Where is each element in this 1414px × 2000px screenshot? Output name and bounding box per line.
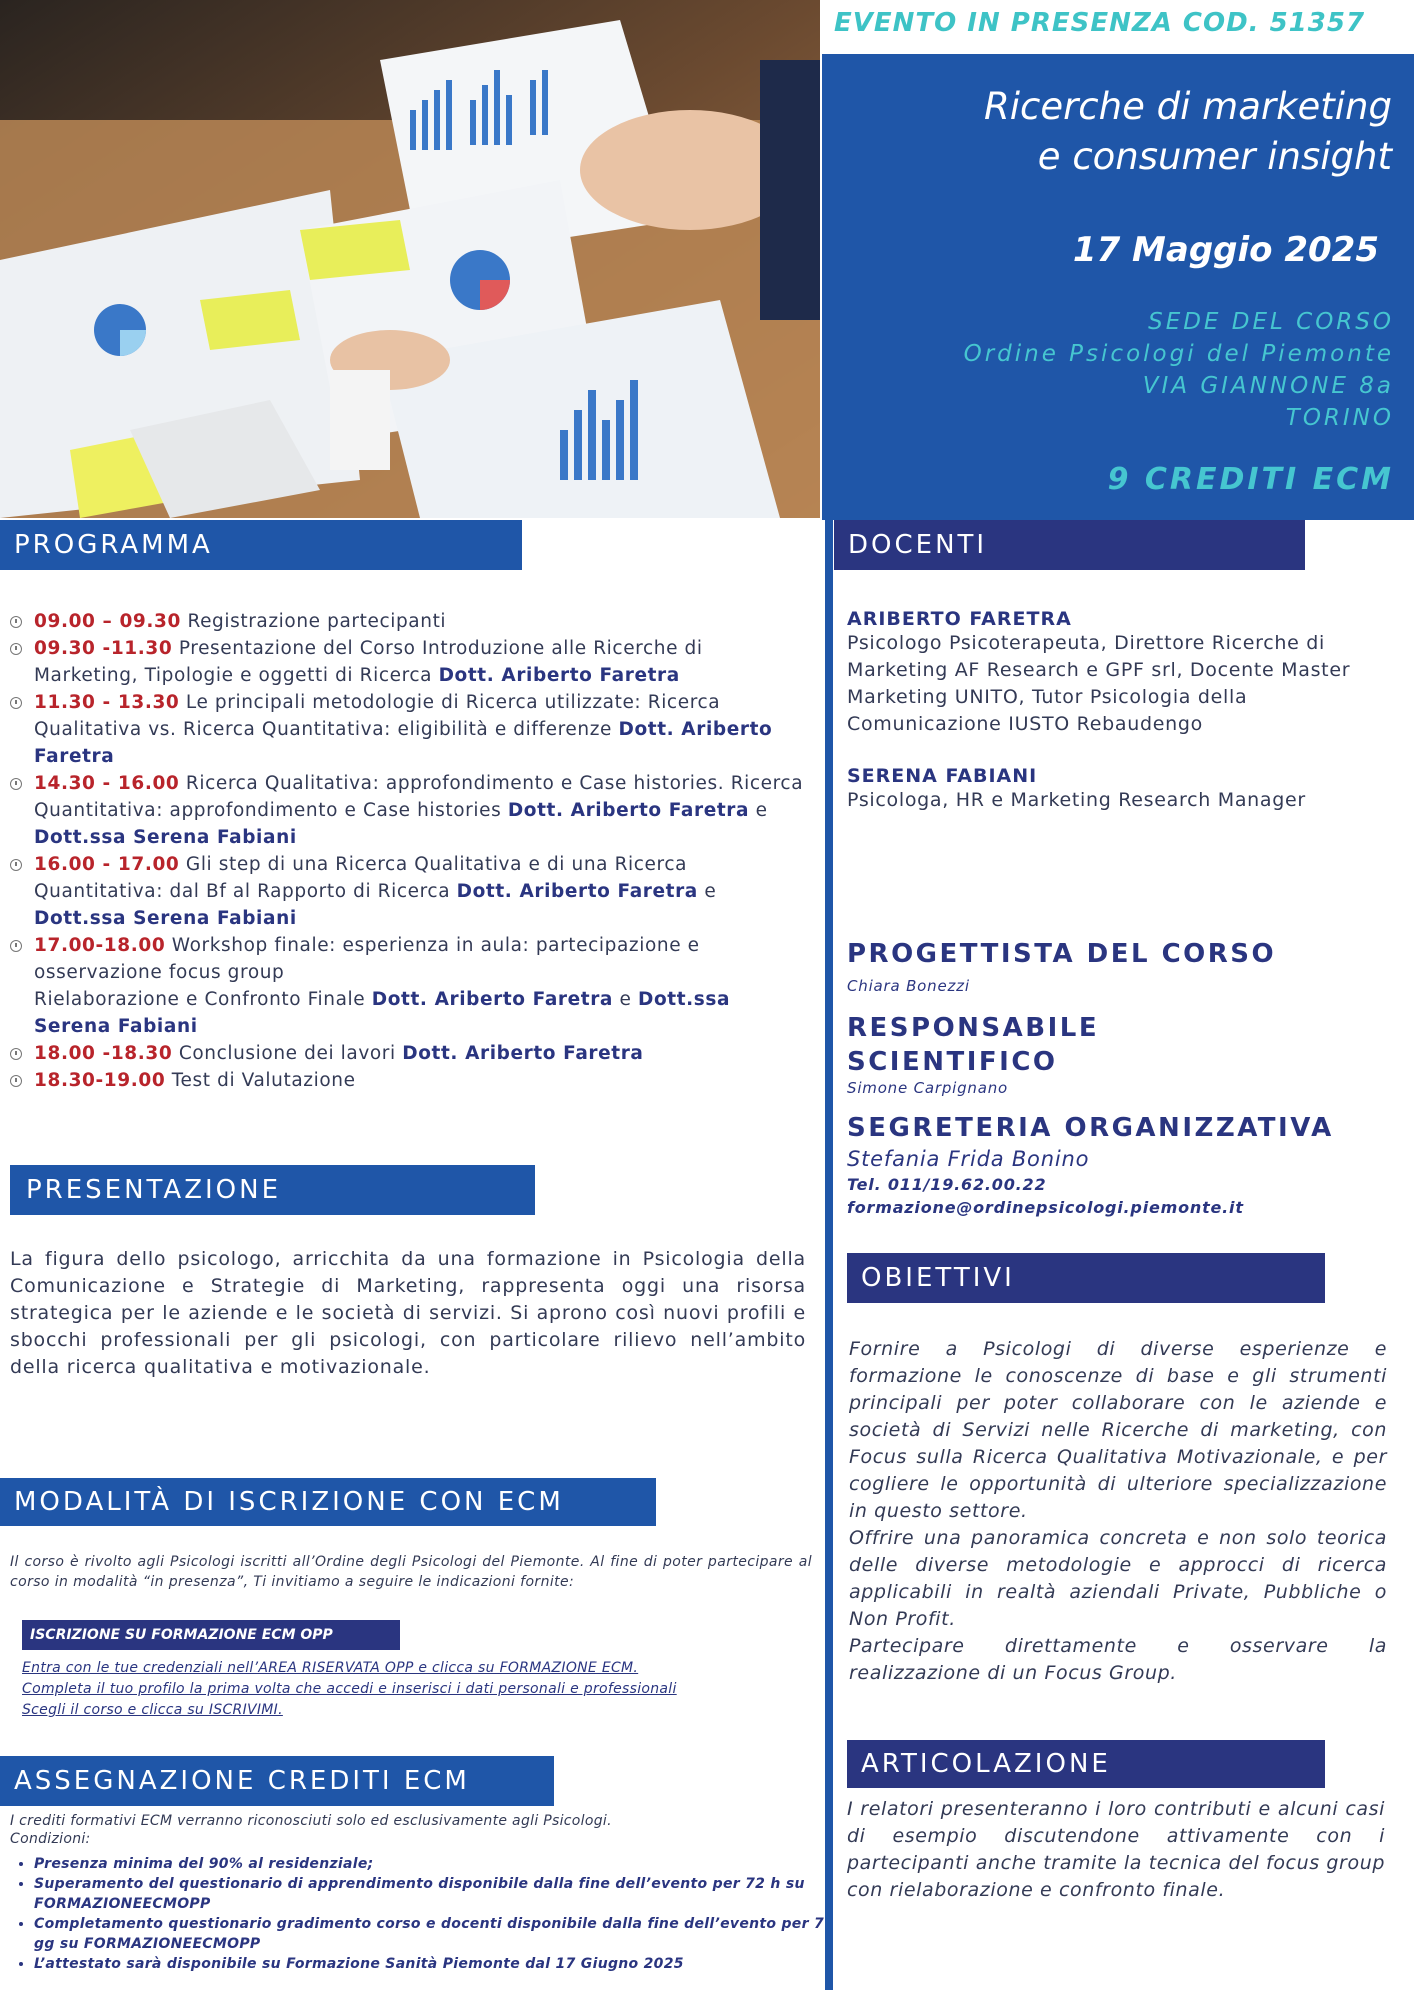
- slot-text: Registrazione partecipanti: [180, 611, 447, 632]
- slot-speaker: Dott.ssa Serena Fabiani: [34, 989, 731, 1037]
- obiettivi-heading: OBIETTIVI: [847, 1253, 1325, 1303]
- modalita-heading: MODALITÀ DI ISCRIZIONE CON ECM: [0, 1478, 656, 1526]
- assegnazione-intro: [10, 1812, 810, 1848]
- programme-item: [10, 1067, 810, 1094]
- docenti-heading: DOCENTI: [834, 520, 1305, 570]
- progettista-name: Chiara Bonezzi: [847, 977, 970, 995]
- clock-icon: [10, 1048, 22, 1060]
- column-divider: [825, 520, 833, 1990]
- conditions-label: Condizioni:: [10, 1831, 91, 1847]
- progettista-label: PROGETTISTA DEL CORSO: [847, 939, 1277, 969]
- iscrizione-step-link[interactable]: Completa il tuo profilo la prima volta che accedi e inserisci i dati personali e professionali: [22, 1681, 677, 1697]
- slot-time: 18.00 -18.30: [34, 1043, 173, 1064]
- slot-text: Gli step di una Ricerca Qualitativa e di una Ricerca Quantitativa: dal Bf al Rapporto di Ricerca: [34, 854, 688, 902]
- slot-speaker: Dott. Ariberto Faretra: [456, 881, 698, 902]
- slot-speaker: Dott.ssa Serena Fabiani: [34, 827, 297, 848]
- docente-name: SERENA FABIANI: [847, 765, 1038, 787]
- iscrizione-step-link[interactable]: Entra con le tue credenziali nell’AREA RISERVATA OPP e clicca su FORMAZIONE ECM.: [22, 1660, 639, 1676]
- clock-icon: [10, 697, 22, 709]
- slot-time: 17.00-18.00: [34, 935, 166, 956]
- ecm-credits: 9 CREDITI ECM: [1107, 462, 1394, 497]
- iscrizione-step-link[interactable]: Scegli il corso e clicca su ISCRIVIMI.: [22, 1702, 283, 1718]
- obiettivi-paragraph: Offrire una panoramica concreta e non solo teorica delle diverse metodologie e approcci di ricerca applicabili in realtà aziendali Private, Pubbliche o Non Profit.: [849, 1527, 1387, 1630]
- docente-role: Psicologa, HR e Marketing Research Manager: [847, 789, 1306, 811]
- programme-item: [10, 635, 810, 689]
- segreteria-email[interactable]: formazione@ordinepsicologi.piemonte.it: [847, 1198, 1244, 1217]
- programme-item: [10, 1040, 810, 1067]
- slot-time: 14.30 - 16.00: [34, 773, 180, 794]
- iscrizione-steps: [22, 1658, 812, 1721]
- condition-item: • Completamento questionario gradimento corso e docenti disponibile dalla fine dell’evento per 7 gg su FORMAZIONEECMOPP: [34, 1914, 834, 1954]
- slot-conj: e: [749, 800, 768, 821]
- slot-speaker: Dott. Ariberto Faretra: [34, 719, 773, 767]
- docenti-list: [847, 608, 1387, 814]
- staff-block: [847, 937, 1387, 1219]
- venue: [964, 306, 1394, 434]
- responsabile-name: Simone Carpignano: [847, 1079, 1009, 1097]
- clock-icon: [10, 643, 22, 655]
- slot-speaker: Dott. Ariberto Faretra: [371, 989, 614, 1010]
- condition-item: • Superamento del questionario di apprendimento disponibile dalla fine dell’evento per 72 h su FORMAZIONEECMOPP: [34, 1874, 834, 1914]
- slot-time: 16.00 - 17.00: [34, 854, 180, 875]
- slot-speaker: Dott. Ariberto Faretra: [507, 800, 750, 821]
- venue-line: Ordine Psicologi del Piemonte: [963, 341, 1394, 367]
- event-date: 17 Maggio 2025: [1072, 230, 1379, 270]
- programme-item: [10, 851, 810, 932]
- articolazione-text: I relatori presenteranno i loro contributi e alcuni casi di esempio discutendone attivamente con i partecipanti anche tramite la tecnica del focus group con rielaborazione e confronto finale.: [847, 1798, 1385, 1901]
- event-code: EVENTO IN PRESENZA COD. 51357: [834, 8, 1366, 38]
- course-title: [984, 82, 1392, 182]
- responsabile-label-line: RESPONSABILE: [847, 1013, 1100, 1043]
- assegnazione-heading: ASSEGNAZIONE CREDITI ECM: [0, 1756, 554, 1806]
- segreteria-name: Stefania Frida Bonino: [847, 1147, 1090, 1171]
- condition-item: • L’attestato sarà disponibile su Formazione Sanità Piemonte dal 17 Giugno 2025: [34, 1954, 834, 1974]
- docente-role: Psicologo Psicoterapeuta, Direttore Ricerche di Marketing AF Research e GPF srl, Docente Master Marketing UNITO, Tutor Psicologia della Comunicazione IUSTO Rebaudengo: [847, 632, 1351, 735]
- title-line-1: Ricerche di marketing: [984, 85, 1392, 128]
- programme-item: [10, 770, 810, 851]
- obiettivi-paragraph: Fornire a Psicologi di diverse esperienze e formazione le conoscenze di base e gli strumenti principali per poter collaborare con le aziende e società di Servizi nelle Ricerche di marketing, con Focus sulla Ricerca Qualitativa Motivazionale, e per cogliere le opportunità di ulteriore specializzazione in questo settore.: [849, 1338, 1387, 1522]
- slot-speaker: Dott. Ariberto Faretra: [438, 665, 680, 686]
- responsabile-label-line: SCIENTIFICO: [847, 1047, 1058, 1077]
- slot-text: Workshop finale: esperienza in aula: partecipazione e osservazione focus group: [34, 935, 700, 983]
- venue-line: VIA GIANNONE 8a: [1142, 373, 1394, 399]
- slot-text: Conclusione dei lavori: [172, 1043, 403, 1064]
- slot-time: 09.30 -11.30: [34, 638, 173, 659]
- obiettivi-text: [849, 1336, 1387, 1687]
- conditions-list: [10, 1854, 834, 1974]
- segreteria-label: SEGRETERIA ORGANIZZATIVA: [847, 1113, 1334, 1143]
- programme-item: [10, 608, 810, 635]
- responsabile-label: [847, 1011, 1387, 1079]
- header-panel: [822, 54, 1414, 520]
- slot-speaker: Dott.ssa Serena Fabiani: [34, 908, 297, 929]
- slot-speaker: Dott. Ariberto Faretra: [402, 1043, 644, 1064]
- venue-line: TORINO: [1285, 405, 1394, 431]
- docente-name: ARIBERTO FARETRA: [847, 608, 1072, 630]
- clock-icon: [10, 1075, 22, 1087]
- clock-icon: [10, 940, 22, 952]
- slot-time: 09.00 – 09.30: [34, 611, 181, 632]
- obiettivi-paragraph: Partecipare direttamente e osservare la realizzazione di un Focus Group.: [849, 1635, 1387, 1684]
- slot-time: 11.30 - 13.30: [34, 692, 180, 713]
- iscrizione-box: ISCRIZIONE SU FORMAZIONE ECM OPP: [22, 1620, 400, 1650]
- condition-item: • Presenza minima del 90% al residenziale;: [34, 1854, 834, 1874]
- venue-line: SEDE DEL CORSO: [1148, 309, 1394, 335]
- slot-text: Rielaborazione e Confronto Finale: [34, 989, 372, 1010]
- programme-item: [10, 689, 810, 770]
- hero-photo: [0, 0, 820, 518]
- slot-text: Ricerca Qualitativa: approfondimento e Case histories. Ricerca Quantitativa: approfondimento e Case histories: [34, 773, 804, 821]
- assegnazione-note: I crediti formativi ECM verranno riconosciuti solo ed esclusivamente agli Psicologi.: [10, 1813, 612, 1829]
- programma-heading: PROGRAMMA: [0, 520, 522, 570]
- slot-text: Presentazione del Corso Introduzione alle Ricerche di Marketing, Tipologie e oggetti di Ricerca: [34, 638, 703, 686]
- clock-icon: [10, 616, 22, 628]
- modalita-intro: Il corso è rivolto agli Psicologi iscritti all’Ordine degli Psicologi del Piemonte. Al fine di poter partecipare al corso in modalità “in presenza”, Ti invitiamo a seguire le indicazioni fornite:: [10, 1554, 812, 1590]
- slot-text: Test di Valutazione: [165, 1070, 356, 1091]
- slot-conj: e: [613, 989, 638, 1010]
- segreteria-tel: Tel. 011/19.62.00.22: [847, 1175, 1047, 1194]
- presentazione-heading: PRESENTAZIONE: [10, 1165, 535, 1215]
- programme-item: [10, 932, 810, 1040]
- title-line-2: e consumer insight: [1037, 135, 1392, 178]
- articolazione-heading: ARTICOLAZIONE: [847, 1740, 1325, 1788]
- clock-icon: [10, 778, 22, 790]
- slot-text: Le principali metodologie di Ricerca utilizzate: Ricerca Qualitativa vs. Ricerca Quantitativa: eligibilità e differenze: [34, 692, 721, 740]
- clock-icon: [10, 859, 22, 871]
- slot-time: 18.30-19.00: [34, 1070, 166, 1091]
- presentazione-text: La figura dello psicologo, arricchita da una formazione in Psicologia della Comunicazione e Strategie di Marketing, rappresenta oggi una risorsa strategica per le aziende e le società di servizi. Si aprono così nuovi profili e sbocchi professionali per gli psicologi, con particolare rilievo nell’ambito della ricerca qualitativa e motivazionale.: [10, 1248, 806, 1378]
- programme-list: [10, 608, 810, 1094]
- slot-conj: e: [697, 881, 717, 902]
